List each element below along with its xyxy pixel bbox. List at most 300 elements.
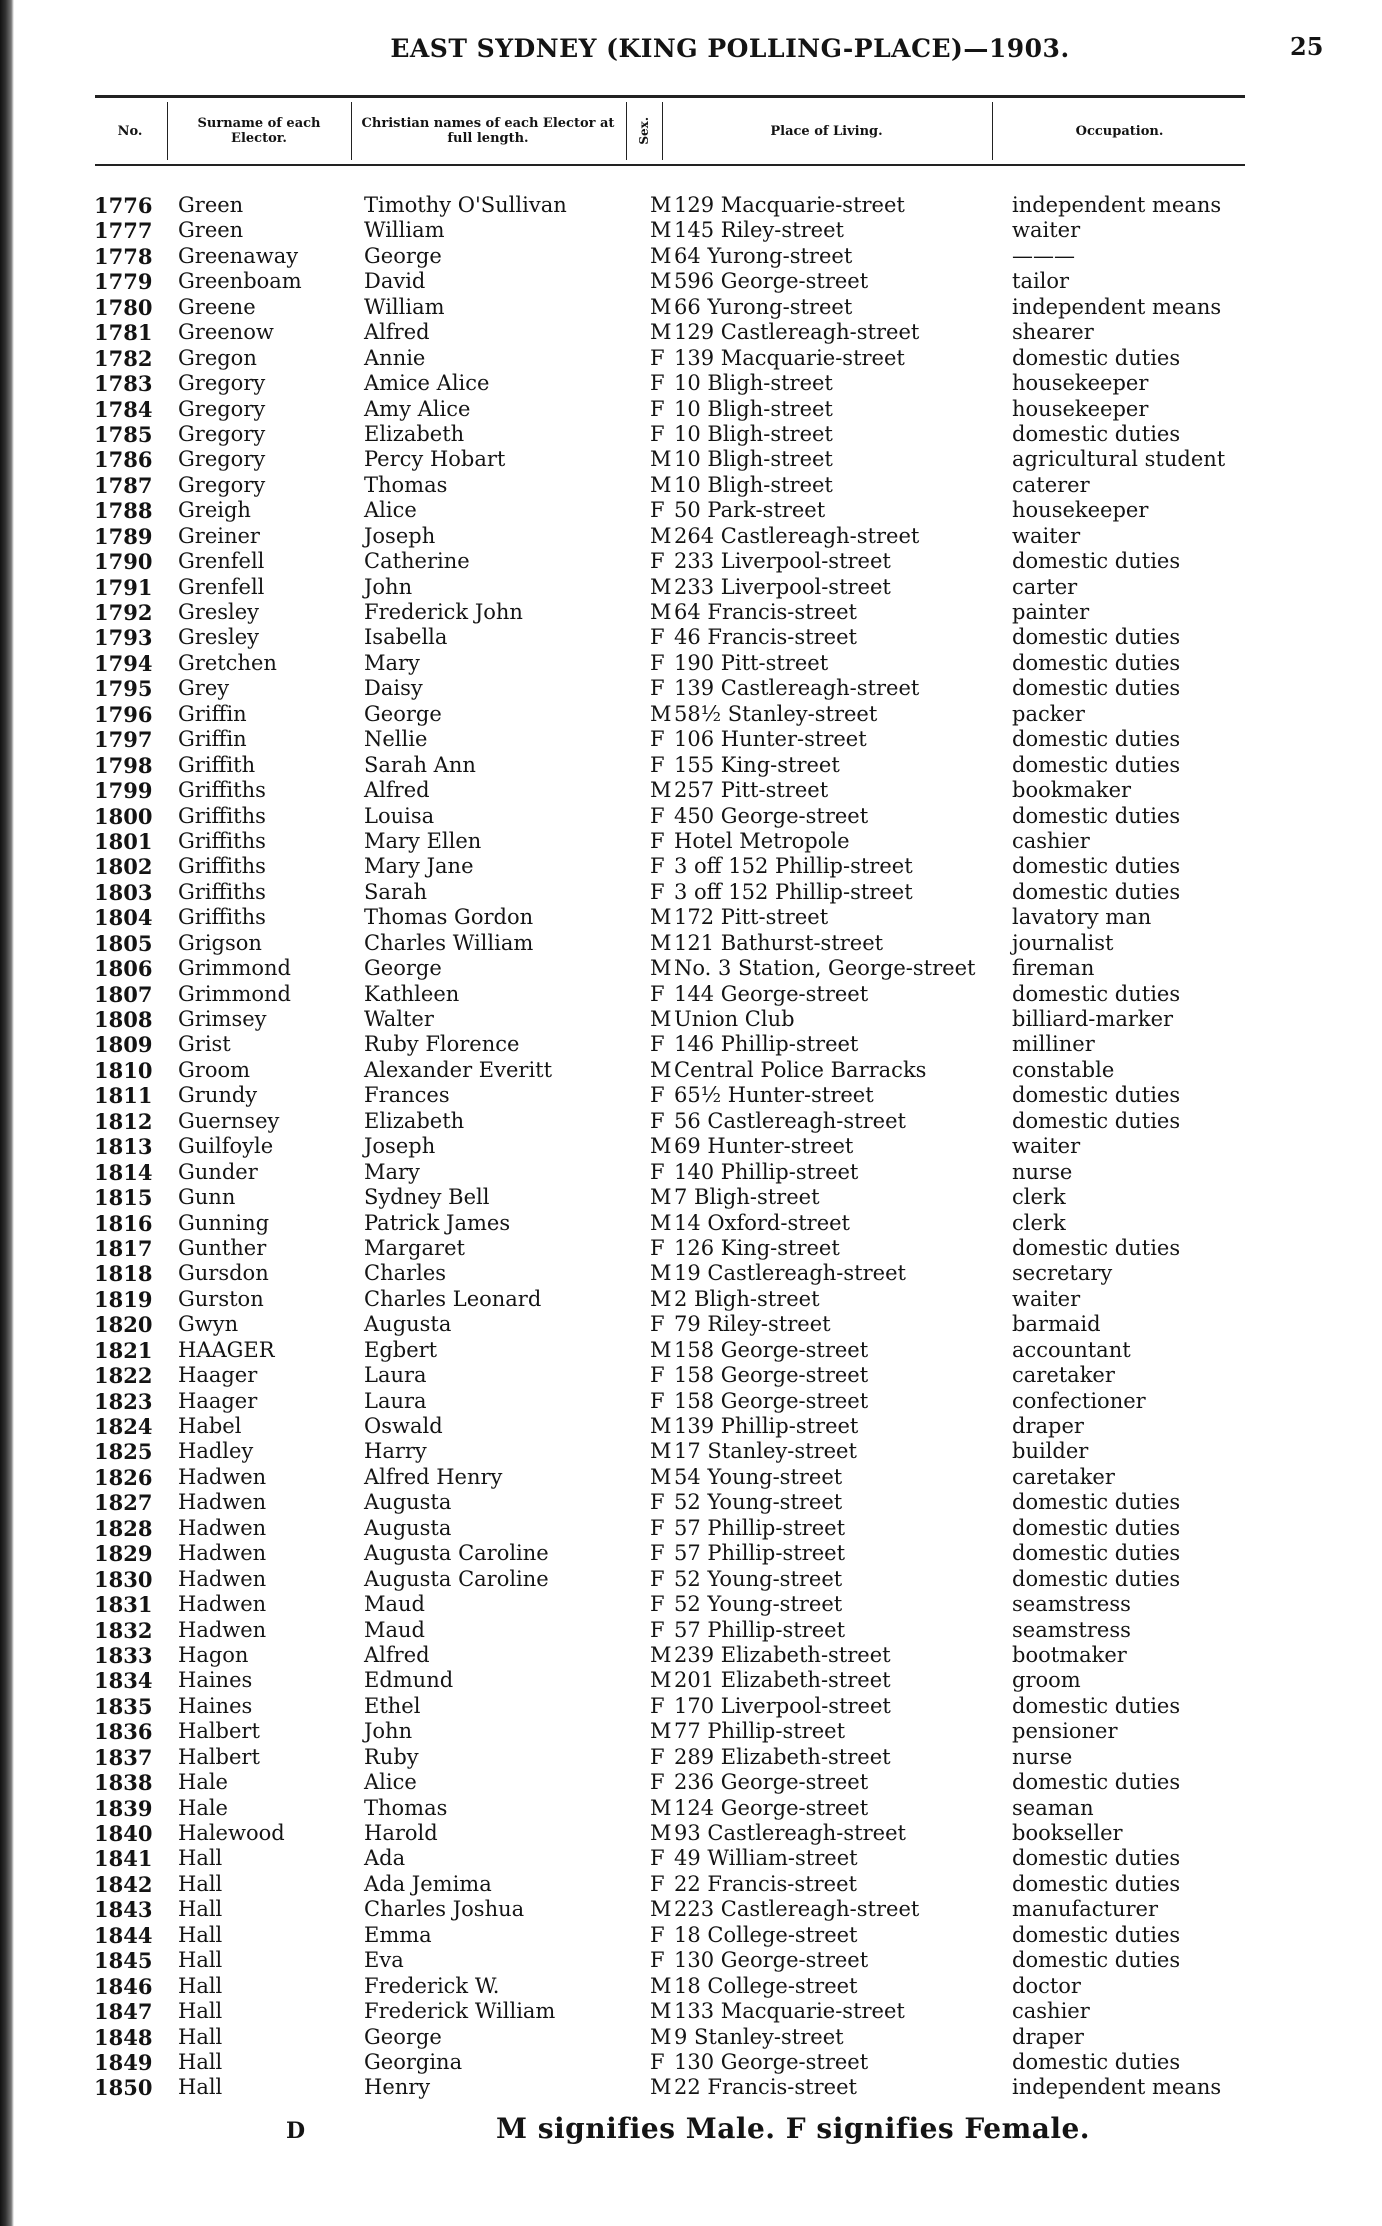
table-row — [0, 269, 1382, 294]
elector-number: 1831 — [94, 1592, 153, 1618]
elector-place-of-living: 144 George-street — [674, 981, 869, 1006]
elector-sex: M — [650, 243, 672, 268]
elector-occupation: waiter — [1012, 1134, 1081, 1159]
elector-number: 1783 — [94, 371, 153, 397]
table-row — [0, 1643, 1382, 1668]
elector-occupation: lavatory man — [1012, 905, 1152, 930]
elector-christian-names: Augusta — [364, 1490, 452, 1515]
elector-occupation: doctor — [1012, 1973, 1081, 1998]
elector-occupation: waiter — [1012, 218, 1081, 243]
elector-christian-names: Sarah Ann — [364, 752, 476, 777]
elector-occupation: manufacturer — [1012, 1897, 1159, 1922]
elector-christian-names: William — [364, 294, 445, 319]
table-row — [0, 676, 1382, 701]
elector-christian-names: Augusta Caroline — [364, 1566, 549, 1591]
table-row — [0, 397, 1382, 422]
table-row — [0, 1032, 1382, 1057]
elector-place-of-living: 65½ Hunter-street — [674, 1083, 874, 1108]
elector-place-of-living: 155 King-street — [674, 752, 840, 777]
elector-place-of-living: 57 Phillip-street — [674, 1617, 846, 1642]
elector-surname: Griffin — [178, 701, 247, 726]
elector-sex: F — [650, 1363, 665, 1388]
elector-surname: Gursdon — [178, 1261, 269, 1286]
table-row — [0, 1974, 1382, 1999]
elector-number: 1793 — [94, 625, 153, 651]
elector-sex: M — [650, 1210, 672, 1235]
elector-number: 1798 — [94, 752, 153, 778]
elector-place-of-living: 236 George-street — [674, 1770, 869, 1795]
elector-occupation: constable — [1012, 1057, 1115, 1082]
table-row — [0, 804, 1382, 829]
elector-occupation: pensioner — [1012, 1719, 1118, 1744]
elector-christian-names: Mary Jane — [364, 854, 474, 879]
elector-place-of-living: 7 Bligh-street — [674, 1185, 820, 1210]
elector-christian-names: John — [364, 574, 413, 599]
elector-place-of-living: 17 Stanley-street — [674, 1439, 857, 1464]
elector-surname: Guilfoyle — [178, 1134, 274, 1159]
elector-occupation: domestic duties — [1012, 1693, 1181, 1718]
elector-sex: F — [650, 650, 665, 675]
elector-occupation: clerk — [1012, 1210, 1066, 1235]
elector-christian-names: Ruby — [364, 1744, 419, 1769]
elector-sex: M — [650, 1337, 672, 1362]
elector-occupation: billiard-marker — [1012, 1007, 1174, 1031]
table-row — [0, 422, 1382, 447]
elector-occupation: barmaid — [1012, 1312, 1101, 1337]
elector-surname: Hadwen — [178, 1490, 267, 1515]
elector-occupation: domestic duties — [1012, 1770, 1181, 1795]
elector-surname: Green — [178, 218, 244, 243]
elector-christian-names: Augusta — [364, 1515, 452, 1540]
elector-occupation: nurse — [1012, 1159, 1073, 1184]
elector-surname: Griffiths — [178, 828, 266, 853]
elector-christian-names: Alfred — [364, 1642, 430, 1667]
elector-surname: Gunther — [178, 1235, 267, 1260]
elector-sex: F — [650, 828, 665, 853]
elector-sex: F — [650, 1108, 665, 1133]
elector-number: 1849 — [94, 2049, 153, 2075]
elector-occupation: domestic duties — [1012, 650, 1181, 675]
elector-place-of-living: 2 Bligh-street — [674, 1286, 820, 1311]
elector-christian-names: Joseph — [364, 523, 436, 548]
elector-christian-names: Walter — [364, 1007, 434, 1031]
elector-sex: F — [650, 981, 665, 1006]
table-row — [0, 1541, 1382, 1566]
elector-surname: Guernsey — [178, 1108, 280, 1133]
elector-number: 1792 — [94, 600, 153, 625]
elector-place-of-living: 139 Phillip-street — [674, 1414, 859, 1438]
elector-surname: Gunning — [178, 1210, 270, 1235]
column-divider — [167, 102, 168, 160]
table-row — [0, 880, 1382, 905]
sex-legend: M signifies Male. F signifies Female. — [496, 2112, 1091, 2145]
elector-surname: Hall — [178, 1973, 223, 1998]
elector-surname: Greiner — [178, 523, 260, 548]
table-row — [0, 1007, 1382, 1032]
table-row — [0, 1389, 1382, 1414]
elector-sex: F — [650, 1922, 665, 1947]
elector-place-of-living: 57 Phillip-street — [674, 1515, 846, 1540]
elector-occupation: domestic duties — [1012, 981, 1181, 1006]
elector-number: 1788 — [94, 498, 153, 524]
elector-sex: M — [650, 320, 672, 345]
elector-list — [0, 193, 1382, 2101]
elector-christian-names: Charles Joshua — [364, 1897, 525, 1922]
elector-number: 1802 — [94, 854, 153, 880]
elector-occupation: carter — [1012, 574, 1078, 599]
elector-christian-names: Alfred Henry — [364, 1464, 503, 1489]
table-row — [0, 1618, 1382, 1643]
elector-occupation: ——— — [1012, 243, 1075, 268]
elector-number: 1838 — [94, 1770, 153, 1796]
elector-sex: M — [650, 2024, 672, 2049]
elector-occupation: bookseller — [1012, 1821, 1123, 1845]
elector-occupation: domestic duties — [1012, 1235, 1181, 1260]
elector-occupation: packer — [1012, 701, 1085, 726]
table-row — [0, 702, 1382, 727]
elector-place-of-living: 146 Phillip-street — [674, 1032, 859, 1057]
elector-place-of-living: Central Police Barracks — [674, 1057, 927, 1082]
elector-sex: M — [650, 1897, 672, 1922]
elector-place-of-living: 158 George-street — [674, 1363, 869, 1388]
elector-christian-names: Ruby Florence — [364, 1032, 520, 1057]
elector-number: 1832 — [94, 1617, 153, 1643]
elector-sex: M — [650, 1414, 672, 1438]
elector-surname: Griffiths — [178, 854, 266, 879]
elector-place-of-living: 129 Castlereagh-street — [674, 320, 920, 345]
elector-sex: M — [650, 1286, 672, 1311]
table-row — [0, 1109, 1382, 1134]
table-row — [0, 193, 1382, 218]
elector-sex: M — [650, 447, 672, 472]
elector-surname: Hadwen — [178, 1592, 267, 1617]
elector-number: 1844 — [94, 1922, 153, 1948]
elector-number: 1778 — [94, 243, 153, 269]
elector-place-of-living: 57 Phillip-street — [674, 1541, 846, 1566]
elector-occupation: domestic duties — [1012, 1922, 1181, 1947]
elector-number: 1803 — [94, 879, 153, 905]
elector-place-of-living: 133 Macquarie-street — [674, 1999, 905, 2024]
elector-place-of-living: 145 Riley-street — [674, 218, 844, 243]
elector-place-of-living: 52 Young-street — [674, 1490, 843, 1515]
table-row — [0, 1897, 1382, 1922]
elector-number: 1818 — [94, 1261, 153, 1287]
elector-number: 1825 — [94, 1439, 153, 1465]
elector-number: 1777 — [94, 218, 153, 244]
elector-sex: F — [650, 1515, 665, 1540]
elector-christian-names: Annie — [364, 345, 426, 370]
elector-sex: F — [650, 2049, 665, 2074]
table-row — [0, 549, 1382, 574]
elector-surname: Haager — [178, 1388, 258, 1413]
elector-christian-names: Frederick John — [364, 600, 523, 624]
table-row — [0, 753, 1382, 778]
table-row — [0, 600, 1382, 625]
elector-christian-names: Charles William — [364, 930, 534, 955]
table-row — [0, 575, 1382, 600]
elector-place-of-living: 10 Bligh-street — [674, 472, 833, 497]
elector-sex: F — [650, 1032, 665, 1057]
elector-christian-names: George — [364, 956, 442, 981]
elector-place-of-living: 18 College-street — [674, 1922, 858, 1947]
elector-place-of-living: 239 Elizabeth-street — [674, 1642, 891, 1667]
elector-sex: M — [650, 956, 672, 981]
elector-sex: M — [650, 523, 672, 548]
elector-christian-names: Ada Jemima — [364, 1871, 492, 1896]
table-row — [0, 778, 1382, 803]
elector-christian-names: Laura — [364, 1388, 427, 1413]
elector-number: 1801 — [94, 828, 153, 854]
elector-christian-names: Mary — [364, 650, 420, 675]
table-row — [0, 651, 1382, 676]
elector-surname: Grimmond — [178, 956, 291, 981]
elector-surname: Hadwen — [178, 1464, 267, 1489]
elector-surname: Hall — [178, 1999, 223, 2024]
elector-christian-names: Henry — [364, 2075, 431, 2100]
elector-sex: M — [650, 193, 672, 217]
table-row — [0, 2025, 1382, 2050]
elector-sex: F — [650, 1592, 665, 1617]
table-row — [0, 1846, 1382, 1871]
elector-number: 1847 — [94, 1999, 153, 2025]
elector-sex: M — [650, 1439, 672, 1464]
elector-surname: Grey — [178, 676, 230, 701]
table-row — [0, 2050, 1382, 2075]
elector-number: 1799 — [94, 778, 153, 804]
elector-sex: F — [650, 1083, 665, 1108]
elector-place-of-living: 9 Stanley-street — [674, 2024, 844, 2049]
elector-christian-names: Maud — [364, 1617, 425, 1642]
elector-sex: F — [650, 727, 665, 752]
elector-surname: Griffiths — [178, 803, 266, 828]
elector-sex: M — [650, 1464, 672, 1489]
elector-surname: Hall — [178, 1948, 223, 1973]
elector-place-of-living: 19 Castlereagh-street — [674, 1261, 906, 1286]
elector-surname: Greenow — [178, 320, 274, 345]
page-title: EAST SYDNEY (KING POLLING-PLACE)—1903. — [390, 34, 1070, 63]
elector-place-of-living: 52 Young-street — [674, 1566, 843, 1591]
elector-surname: Hall — [178, 2024, 223, 2049]
elector-sex: F — [650, 1871, 665, 1896]
elector-number: 1846 — [94, 1973, 153, 1999]
elector-number: 1827 — [94, 1490, 153, 1516]
elector-christian-names: Joseph — [364, 1134, 436, 1159]
elector-occupation: agricultural student — [1012, 447, 1226, 472]
elector-number: 1815 — [94, 1185, 153, 1211]
elector-number: 1790 — [94, 549, 153, 575]
elector-sex: M — [650, 294, 672, 319]
elector-surname: Griffiths — [178, 905, 266, 930]
table-row — [0, 1668, 1382, 1693]
elector-surname: Hall — [178, 1922, 223, 1947]
elector-occupation: draper — [1012, 2024, 1084, 2049]
table-row — [0, 1490, 1382, 1515]
elector-sex: F — [650, 1744, 665, 1769]
elector-sex: M — [650, 472, 672, 497]
elector-christian-names: Timothy O'Sullivan — [364, 193, 567, 217]
elector-number: 1804 — [94, 905, 153, 931]
elector-surname: Halbert — [178, 1744, 260, 1769]
elector-sex: F — [650, 854, 665, 879]
elector-number: 1820 — [94, 1312, 153, 1338]
elector-sex: M — [650, 1642, 672, 1667]
elector-number: 1779 — [94, 269, 153, 295]
table-row — [0, 295, 1382, 320]
signature-letter: D — [286, 2118, 306, 2144]
elector-sex: M — [650, 1795, 672, 1820]
elector-number: 1823 — [94, 1388, 153, 1414]
elector-surname: Griffiths — [178, 879, 266, 904]
elector-place-of-living: 58½ Stanley-street — [674, 701, 878, 726]
elector-occupation: caterer — [1012, 472, 1090, 497]
elector-occupation: secretary — [1012, 1261, 1113, 1286]
elector-christian-names: Charles — [364, 1261, 447, 1286]
elector-christian-names: Elizabeth — [364, 1108, 465, 1133]
elector-occupation: nurse — [1012, 1744, 1073, 1769]
elector-number: 1824 — [94, 1414, 153, 1439]
elector-place-of-living: 121 Bathurst-street — [674, 930, 884, 955]
elector-sex: M — [650, 1821, 672, 1845]
elector-surname: Hadwen — [178, 1617, 267, 1642]
elector-surname: Gunder — [178, 1159, 258, 1184]
elector-number: 1807 — [94, 981, 153, 1007]
elector-occupation: housekeeper — [1012, 498, 1149, 523]
elector-sex: F — [650, 371, 665, 396]
elector-sex: F — [650, 345, 665, 370]
page-number: 25 — [1290, 32, 1324, 61]
elector-christian-names: Elizabeth — [364, 421, 465, 446]
elector-occupation: domestic duties — [1012, 752, 1181, 777]
elector-sex: F — [650, 625, 665, 650]
elector-sex: M — [650, 1134, 672, 1159]
table-row — [0, 1567, 1382, 1592]
elector-surname: Greenboam — [178, 269, 302, 294]
elector-occupation: waiter — [1012, 1286, 1081, 1311]
elector-sex: F — [650, 676, 665, 701]
table-row — [0, 1211, 1382, 1236]
elector-christian-names: Thomas — [364, 472, 448, 497]
table-row — [0, 1923, 1382, 1948]
elector-occupation: builder — [1012, 1439, 1089, 1464]
elector-number: 1840 — [94, 1821, 153, 1846]
elector-number: 1784 — [94, 396, 153, 422]
elector-place-of-living: 190 Pitt-street — [674, 650, 829, 675]
elector-surname: Hall — [178, 2049, 223, 2074]
elector-christian-names: Laura — [364, 1363, 427, 1388]
elector-sex: F — [650, 803, 665, 828]
elector-christian-names: Alexander Everitt — [364, 1057, 553, 1082]
elector-place-of-living: 64 Yurong-street — [674, 243, 853, 268]
elector-number: 1813 — [94, 1134, 153, 1160]
elector-occupation: fireman — [1012, 956, 1095, 981]
elector-occupation: domestic duties — [1012, 625, 1181, 650]
table-row — [0, 727, 1382, 752]
table-row — [0, 1414, 1382, 1439]
elector-christian-names: Alice — [364, 498, 417, 523]
elector-occupation: domestic duties — [1012, 1490, 1181, 1515]
table-row — [0, 524, 1382, 549]
column-header-occupation: Occupation. — [1075, 123, 1164, 139]
elector-sex: F — [650, 549, 665, 574]
elector-place-of-living: 289 Elizabeth-street — [674, 1744, 891, 1769]
elector-christian-names: Nellie — [364, 727, 428, 752]
elector-surname: Hall — [178, 2075, 223, 2100]
table-row — [0, 625, 1382, 650]
column-header-christian-names: Christian names of each Elector at full length. — [361, 116, 615, 146]
column-header-sex-label: Sex. — [636, 117, 651, 145]
elector-surname: Gwyn — [178, 1312, 239, 1337]
elector-occupation: cashier — [1012, 1999, 1090, 2024]
table-row — [0, 1694, 1382, 1719]
elector-occupation: seamstress — [1012, 1617, 1131, 1642]
elector-number: 1836 — [94, 1719, 153, 1745]
elector-occupation: domestic duties — [1012, 1871, 1181, 1896]
elector-christian-names: Percy Hobart — [364, 447, 506, 472]
elector-sex: M — [650, 1668, 672, 1693]
column-divider — [626, 102, 627, 160]
elector-number: 1839 — [94, 1795, 153, 1821]
elector-surname: Gretchen — [178, 650, 277, 675]
elector-christian-names: George — [364, 2024, 442, 2049]
elector-place-of-living: 10 Bligh-street — [674, 371, 833, 396]
elector-surname: Gunn — [178, 1185, 236, 1210]
elector-place-of-living: 22 Francis-street — [674, 2075, 857, 2100]
elector-place-of-living: 158 George-street — [674, 1337, 869, 1362]
table-row — [0, 1439, 1382, 1464]
elector-sex: M — [650, 930, 672, 955]
elector-occupation: cashier — [1012, 828, 1090, 853]
elector-occupation: domestic duties — [1012, 676, 1181, 701]
elector-occupation: seamstress — [1012, 1592, 1131, 1617]
elector-occupation: painter — [1012, 600, 1090, 624]
table-row — [0, 1185, 1382, 1210]
elector-place-of-living: 223 Castlereagh-street — [674, 1897, 920, 1922]
table-row — [0, 1160, 1382, 1185]
elector-christian-names: Charles Leonard — [364, 1286, 542, 1311]
elector-number: 1808 — [94, 1007, 153, 1032]
elector-place-of-living: 130 George-street — [674, 1948, 869, 1973]
elector-christian-names: Louisa — [364, 803, 435, 828]
elector-number: 1791 — [94, 574, 153, 600]
elector-number: 1835 — [94, 1693, 153, 1719]
elector-place-of-living: 233 Liverpool-street — [674, 549, 891, 574]
elector-number: 1843 — [94, 1897, 153, 1923]
elector-sex: F — [650, 1846, 665, 1871]
elector-occupation: domestic duties — [1012, 345, 1181, 370]
table-row — [0, 1796, 1382, 1821]
elector-number: 1845 — [94, 1948, 153, 1974]
elector-surname: Grundy — [178, 1083, 258, 1108]
elector-place-of-living: 124 George-street — [674, 1795, 869, 1820]
elector-surname: Haines — [178, 1693, 253, 1718]
elector-place-of-living: 56 Castlereagh-street — [674, 1108, 906, 1133]
elector-surname: Hall — [178, 1871, 223, 1896]
elector-christian-names: Frederick William — [364, 1999, 556, 2024]
table-row — [0, 956, 1382, 981]
elector-occupation: bootmaker — [1012, 1642, 1127, 1667]
elector-sex: M — [650, 218, 672, 243]
elector-surname: Hadley — [178, 1439, 254, 1464]
table-row — [0, 346, 1382, 371]
elector-christian-names: Harold — [364, 1821, 438, 1845]
elector-place-of-living: 106 Hunter-street — [674, 727, 867, 752]
elector-place-of-living: 233 Liverpool-street — [674, 574, 891, 599]
elector-christian-names: Frederick W. — [364, 1973, 500, 1998]
elector-sex: M — [650, 574, 672, 599]
elector-christian-names: Frances — [364, 1083, 450, 1108]
elector-occupation: domestic duties — [1012, 2049, 1181, 2074]
elector-surname: Haager — [178, 1363, 258, 1388]
